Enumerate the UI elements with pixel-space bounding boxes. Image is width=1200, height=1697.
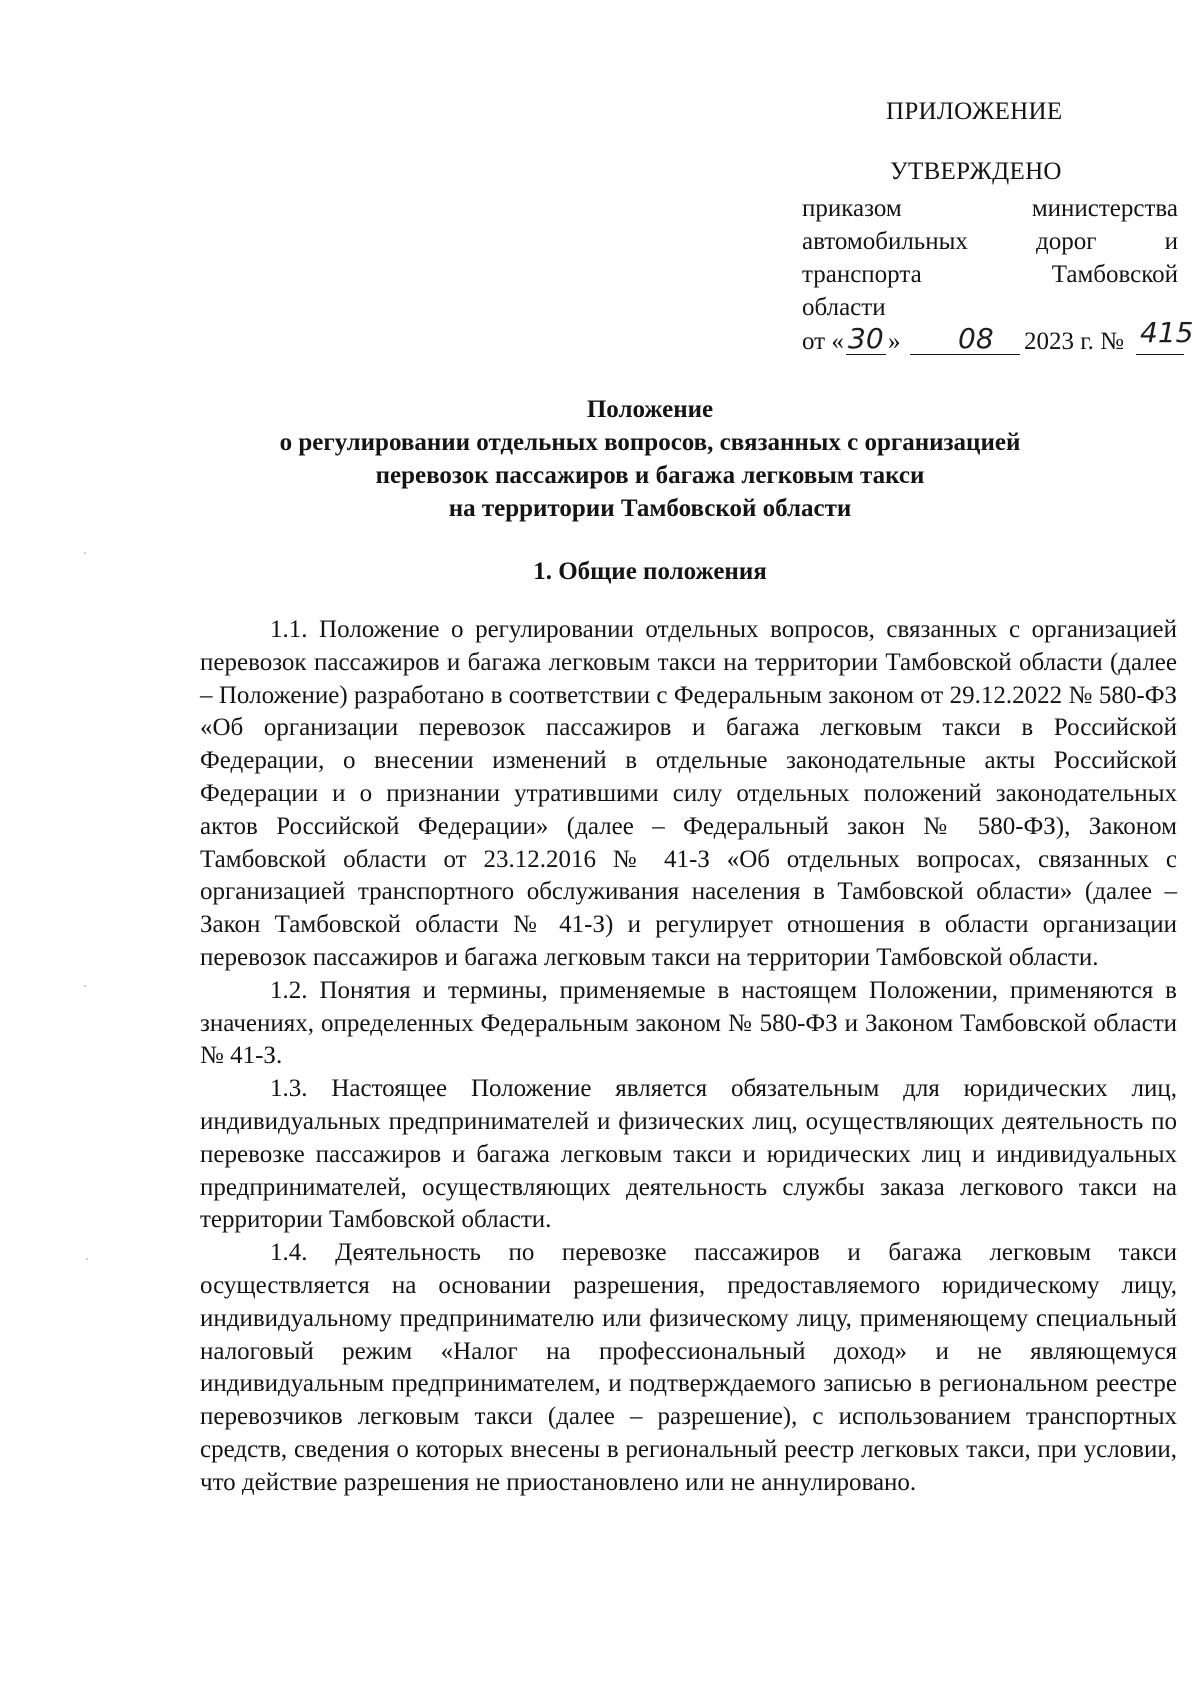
- approval-word: Тамбовской: [1051, 261, 1178, 288]
- approval-word: и: [1164, 228, 1178, 255]
- order-prefix: от «: [802, 328, 844, 355]
- approval-line: [802, 291, 1178, 324]
- approval-word: транспорта: [802, 261, 922, 288]
- paragraph: 1.2. Понятия и термины, применяемые в настоящем Положении, применяются в значениях, определенных Федеральным законом № 580-ФЗ и Законом Тамбовской области № 41-З.: [200, 976, 1177, 1070]
- paragraph: 1.4. Деятельность по перевозке пассажиров и багажа легковым такси осуществляется на основании разрешения, предоставляемого юридическому лицу, индивидуальному предпринимателю или физическому лицу, применяющему специальный налоговый режим «Налог на профессиональный доход» и не являющемуся индивидуальным предпринимателем, и подтверждаемого записью в региональном реестре перевозчиков легковым такси (далее – разрешение), с использованием транспортных средств, сведения о которых внесены в региональный реестр легковых такси, при условии, что действие разрешения не приостановлено или не аннулировано.: [200, 1239, 1177, 1496]
- scan-speck: [84, 552, 86, 554]
- approval-word: автомобильных: [802, 228, 968, 255]
- order-day-underline: [846, 354, 886, 355]
- approval-word: приказом: [802, 195, 902, 222]
- approval-word: министерства: [1031, 195, 1178, 222]
- paragraph: 1.3. Настоящее Положение является обязательным для юридических лиц, индивидуальных предпринимателей и физических лиц, осуществляющих деятельность по перевозке пассажиров и багажа легковым такси и юридических лиц и индивидуальных предпринимателей, осуществляющих деятельность службы заказа легкового такси на территории Тамбовской области.: [200, 1075, 1177, 1234]
- order-close-quote: »: [888, 328, 901, 355]
- order-number-underline: [1136, 354, 1184, 355]
- approval-word: области: [802, 294, 886, 321]
- scan-speck: [84, 985, 86, 987]
- appendix-title: ПРИЛОЖЕНИЕ: [886, 98, 1063, 125]
- approval-line: [802, 225, 1178, 258]
- order-reference: [802, 316, 1194, 364]
- order-year: 2023 г. №: [1024, 328, 1125, 355]
- approval-word: дорог: [1036, 228, 1097, 255]
- order-month-underline: [910, 354, 1020, 355]
- approval-label: УТВЕРЖДЕНО: [890, 158, 1062, 185]
- title-line: Положение: [586, 396, 714, 423]
- document-title: [150, 393, 1150, 525]
- order-day: 30: [848, 322, 884, 355]
- order-month: 08: [958, 322, 994, 355]
- title-line: о регулировании отдельных вопросов, связанных с организацией: [279, 429, 1021, 456]
- approval-line: [802, 192, 1178, 225]
- section-body: [200, 614, 1177, 1500]
- section-heading: 1. Общие положения: [533, 558, 767, 585]
- approval-line: [802, 258, 1178, 291]
- title-line: перевозок пассажиров и багажа легковым такси: [375, 462, 925, 489]
- scan-speck: [86, 1258, 88, 1260]
- approval-block: [802, 192, 1178, 324]
- title-line: на территории Тамбовской области: [448, 495, 852, 522]
- paragraph: 1.1. Положение о регулировании отдельных вопросов, связанных с организацией перевозок пассажиров и багажа легковым такси на территории Тамбовской области (далее – Положение) разработано в соответствии с Федеральным законом от 29.12.2022 № 580-ФЗ «Об организации перевозок пассажиров и багажа легковым такси в Российской Федерации, о внесении изменений в отдельные законодательные акты Российской Федерации и о признании утратившими силу отдельных положений законодательных актов Российской Федерации» (далее – Федеральный закон № 580-ФЗ), Законом Тамбовской области от 23.12.2016 № 41-З «Об отдельных вопросах, связанных с организацией транспортного обслуживания населения в Тамбовской области» (далее – Закон Тамбовской области № 41-З) и регулирует отношения в области организации перевозок пассажиров и багажа легковым такси на территории Тамбовской области.: [200, 616, 1177, 971]
- order-number: 415: [1140, 316, 1194, 349]
